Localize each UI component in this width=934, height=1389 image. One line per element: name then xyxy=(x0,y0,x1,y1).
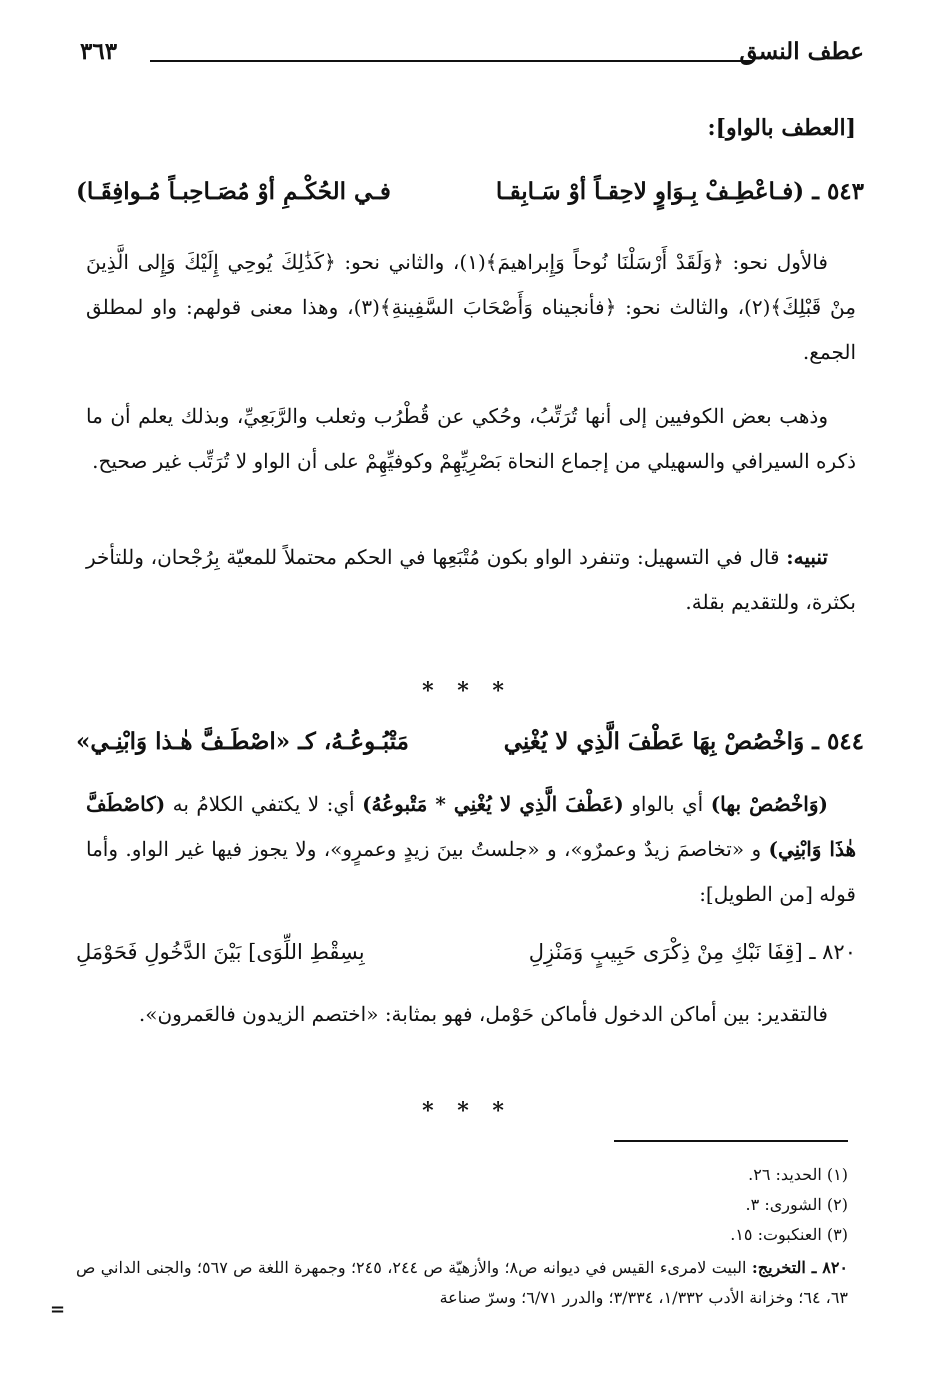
verse-543-second-hemistich: فـي الحُكْـمِ أوْ مُصَـاحِبـاً مُـوافِقَـا) xyxy=(76,178,391,205)
paragraph-note xyxy=(86,535,856,625)
quoted-phrase: (وَاخْصُصْ بها) xyxy=(710,792,828,816)
verse-543 xyxy=(76,178,864,205)
footnote-rule xyxy=(614,1140,848,1142)
quoted-phrase: (كاصْطَفَّ هٰذَا وَابْنِي) xyxy=(86,792,857,861)
paragraph-kufan-view: وذهب بعض الكوفيين إلى أنها تُرَتِّبُ، وحُكي عن قُطْرُب وثعلب والرَّبَعِيِّ، وبذلك يعلم أن ما ذكره السيرافي والسهيلي من إجماع النحاة بَصْرِيِّهِمْ وكوفيِّهِمْ على أن الواو لا تُرَتِّب غير صحيح. xyxy=(86,404,856,473)
note-text: قال في التسهيل: وتنفرد الواو بكون مُتْبَعِها في الحكم محتملاً للمعيّة بِرُجْحان، وللتأخر بكثرة، وللتقديم بقلة. xyxy=(86,545,856,614)
verse-543-first-hemistich: ٥٤٣ ـ (فـاعْطِـفْ بِـوَاوٍ لاحِقـاً أوْ سَـابِقـا xyxy=(495,178,864,205)
section-heading: [العطف بالواو]: xyxy=(707,115,856,141)
continuation-mark: = xyxy=(50,1299,66,1320)
quoted-phrase: (عَطْفَ الَّذِي لا يُغْنِي * مَتْبوعُهُ) xyxy=(362,792,624,816)
text-run: أي بالواو xyxy=(623,792,711,816)
paragraph-taqdir: فالتقدير: بين أماكن الدخول فأماكن حَوْمل، فهو بمثابة: «اختصم الزيدون فالعَمرون». xyxy=(138,1002,828,1026)
text-run: أي: لا يكتفي الكلامُ به xyxy=(165,792,363,816)
footnote-820-takhrij xyxy=(76,1253,848,1313)
section-divider-stars: * * * xyxy=(422,1098,512,1124)
paragraph-verse-544-commentary xyxy=(86,782,856,917)
poem-820-first-hemistich: ٨٢٠ ـ [قِفَا نَبْكِ مِنْ ذِكْرَى حَبِيبٍ وَمَنْزِلِ xyxy=(528,940,856,964)
takhrij-label: ٨٢٠ ـ التخريج: xyxy=(751,1258,849,1277)
footnote-3: (٣) العنكبوت: ١٥. xyxy=(730,1225,848,1244)
text-run: و «تخاصمَ زيدٌ وعمرٌو»، و «جلستُ بينَ زيدٍ وعمرٍو»، ولا يجوز فيها غير الواو. وأما قوله [من الطويل]: xyxy=(86,837,856,906)
header-rule xyxy=(150,60,752,62)
verse-544 xyxy=(76,728,864,755)
takhrij-text: البيت لامرىء القيس في ديوانه ص٨؛ والأزهيّة ص ٢٤٤، ٢٤٥؛ وجمهرة اللغة ص ٥٦٧؛ والجنى الداني ص ٦٣، ٦٤؛ وخزانة الأدب ١/٣٣٢، ٣/٣٣٤؛ والدرر ٦/٧١؛ وسرّ صناعة xyxy=(76,1258,848,1307)
poem-820-second-hemistich: بِسِقْطِ اللِّوَى] بَيْنَ الدَّخُولِ فَحَوْمَلِ xyxy=(76,940,365,964)
section-divider-stars: * * * xyxy=(422,678,512,704)
footnote-1: (١) الحديد: ٢٦. xyxy=(748,1165,848,1184)
verse-544-first-hemistich: ٥٤٤ ـ وَاخْصُصْ بِهَا عَطْفَ الَّذِي لا يُغْنِي xyxy=(503,728,864,755)
poem-820 xyxy=(76,940,856,964)
paragraph-wa-examples: فالأول نحو: ﴿وَلَقَدْ أَرْسَلْنَا نُوحاً وَإِبراهيمَ﴾(١)، والثاني نحو: ﴿كَذَٰلِكَ يُوحِي إِلَيْكَ وَإِلى الَّذِينَ مِنْ قَبْلِكَ﴾(٢)، والثالث نحو: ﴿فأنجيناه وَأَصْحَابَ السَّفِينةِ﴾(٣)، وهذا معنى قولهم: واو لمطلق الجمع. xyxy=(86,250,856,364)
page-number: ٣٦٣ xyxy=(80,38,118,65)
footnotes xyxy=(76,1160,848,1313)
note-label: تنبيه: xyxy=(786,545,828,569)
page-header xyxy=(80,36,864,76)
verse-544-second-hemistich: مَتْبُـوعُـهُ، كـ «اصْطَـفَّ هٰـذا وَابْنِـي» xyxy=(76,728,409,755)
running-title: عطف النسق xyxy=(739,38,864,65)
footnote-2: (٢) الشورى: ٣. xyxy=(745,1195,848,1214)
